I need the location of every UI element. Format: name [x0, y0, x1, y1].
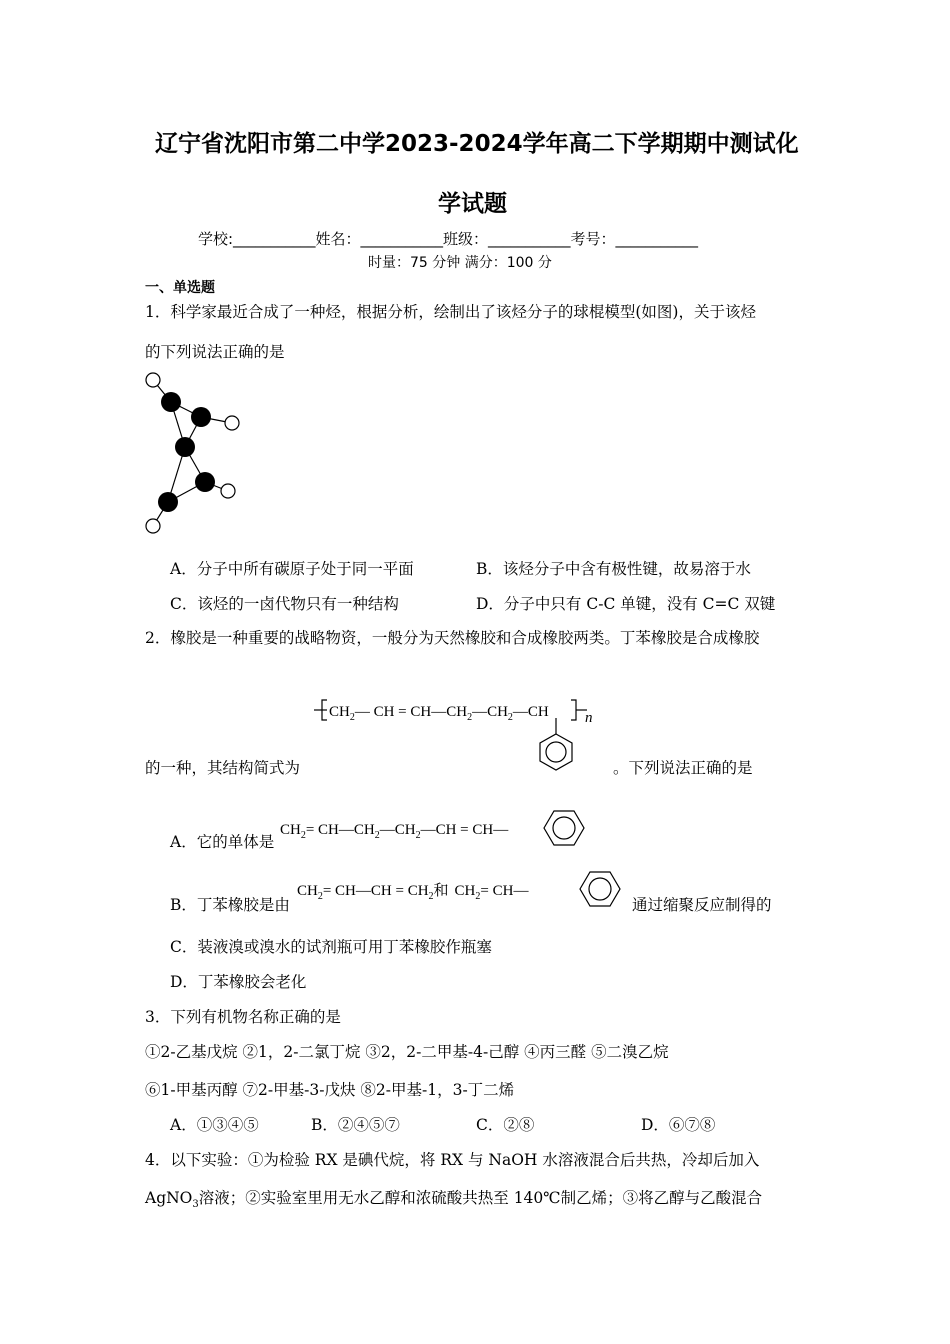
- q3-option-a[interactable]: A．①③④⑤: [170, 1116, 259, 1134]
- polymer-structure-formula: [305, 690, 605, 775]
- q1-option-c[interactable]: C．该烃的一卤代物只有一种结构: [170, 595, 399, 613]
- q1-option-b[interactable]: B．该烃分子中含有极性键，故易溶于水: [476, 560, 751, 578]
- page-title: 辽宁省沈阳市第二中学2023-2024学年高二下学期期中测试化: [155, 131, 799, 157]
- q4-stem-line2: AgNO$_3$溶液；②实验室里用无水乙醇和浓硫酸共热至 140℃制乙烯；③将乙醇与乙酸混合: [145, 1189, 763, 1211]
- q1-stem-line1: 1．科学家最近合成了一种烃，根据分析，绘制出了该烃分子的球棍模型(如图)，关于该烃: [145, 303, 756, 321]
- q2-stem-line2-prefix: 的一种，其结构简式为: [145, 759, 301, 777]
- q4-stem-line1: 4．以下实验：①为检验 RX 是碘代烷，将 RX 与 NaOH 水溶液混合后共热，冷却后加入: [145, 1151, 760, 1169]
- time-score-line: 时量：75 分钟 满分：100 分: [368, 255, 552, 271]
- q2-stem-line2-suffix: 。下列说法正确的是: [613, 759, 753, 777]
- monomer-a-formula: [278, 806, 588, 851]
- q1-option-d[interactable]: D．分子中只有 C-C 单键，没有 C=C 双键: [476, 595, 776, 613]
- benzene-ring-icon: [540, 734, 572, 770]
- q2-option-d[interactable]: D．丁苯橡胶会老化: [170, 973, 307, 991]
- q3-names-line1: ①2-乙基戊烷 ②1，2-二氯丁烷 ③2，2-二甲基-4-己醇 ④丙三醛 ⑤二溴乙烷: [145, 1043, 669, 1061]
- monomer-b-formula: [295, 868, 625, 913]
- ball-stick-model-figure: [135, 365, 255, 540]
- benzene-ring-icon: [544, 811, 584, 845]
- hydrogen-atom: [146, 519, 160, 533]
- section-heading: 一、单选题: [145, 280, 215, 296]
- q3-names-line2: ⑥1-甲基丙醇 ⑦2-甲基-3-戊炔 ⑧2-甲基-1，3-丁二烯: [145, 1081, 515, 1099]
- svg-text:n: n: [585, 710, 593, 726]
- q2-option-b-prefix[interactable]: B．丁苯橡胶是由: [170, 896, 290, 914]
- carbon-atom: [158, 492, 178, 512]
- q3-stem: 3．下列有机物名称正确的是: [145, 1008, 341, 1026]
- svg-text:CH2= CH—CH = CH2和CH2= CH—: $CH_2=$ CH—CH = $CH_2$和 $CH_2=$ CH—: [297, 883, 529, 902]
- q1-option-a[interactable]: A．分子中所有碳原子处于同一平面: [170, 560, 414, 578]
- q2-option-c[interactable]: C．装液溴或溴水的试剂瓶可用丁苯橡胶作瓶塞: [170, 938, 492, 956]
- hydrogen-atom: [146, 373, 160, 387]
- q3-option-d[interactable]: D．⑥⑦⑧: [641, 1116, 716, 1134]
- hydrogen-atom: [221, 484, 235, 498]
- carbon-atom: [175, 437, 195, 457]
- q2-option-a-prefix[interactable]: A．它的单体是: [170, 833, 275, 851]
- q1-stem-line2: 的下列说法正确的是: [145, 343, 285, 361]
- benzene-ring-icon: [580, 872, 620, 906]
- q2-option-b-suffix: 通过缩聚反应制得的: [632, 896, 772, 914]
- carbon-atom: [161, 392, 181, 412]
- page-title-continued: 学试题: [438, 191, 507, 217]
- q3-option-b[interactable]: B．②④⑤⑦: [311, 1116, 400, 1134]
- q3-option-c[interactable]: C．②⑧: [476, 1116, 535, 1134]
- q2-stem-line1: 2．橡胶是一种重要的战略物资，一般分为天然橡胶和合成橡胶两类。丁苯橡胶是合成橡胶: [145, 629, 760, 647]
- svg-text:CH2— CH = CH—CH2—CH2—CH: $CH_2—$ CH = $CH—CH_2—CH_2—CH$: [329, 704, 549, 723]
- carbon-atom: [195, 472, 215, 492]
- carbon-atom: [191, 407, 211, 427]
- hydrogen-atom: [225, 416, 239, 430]
- svg-text:CH2= CH—CH2—CH2—CH = CH—: $CH_2=$ $CH—CH_2—CH_2—CH$ = CH—: [280, 822, 509, 841]
- student-info-line: 学校:___________姓名：___________班级：___________考号：___________: [198, 230, 699, 248]
